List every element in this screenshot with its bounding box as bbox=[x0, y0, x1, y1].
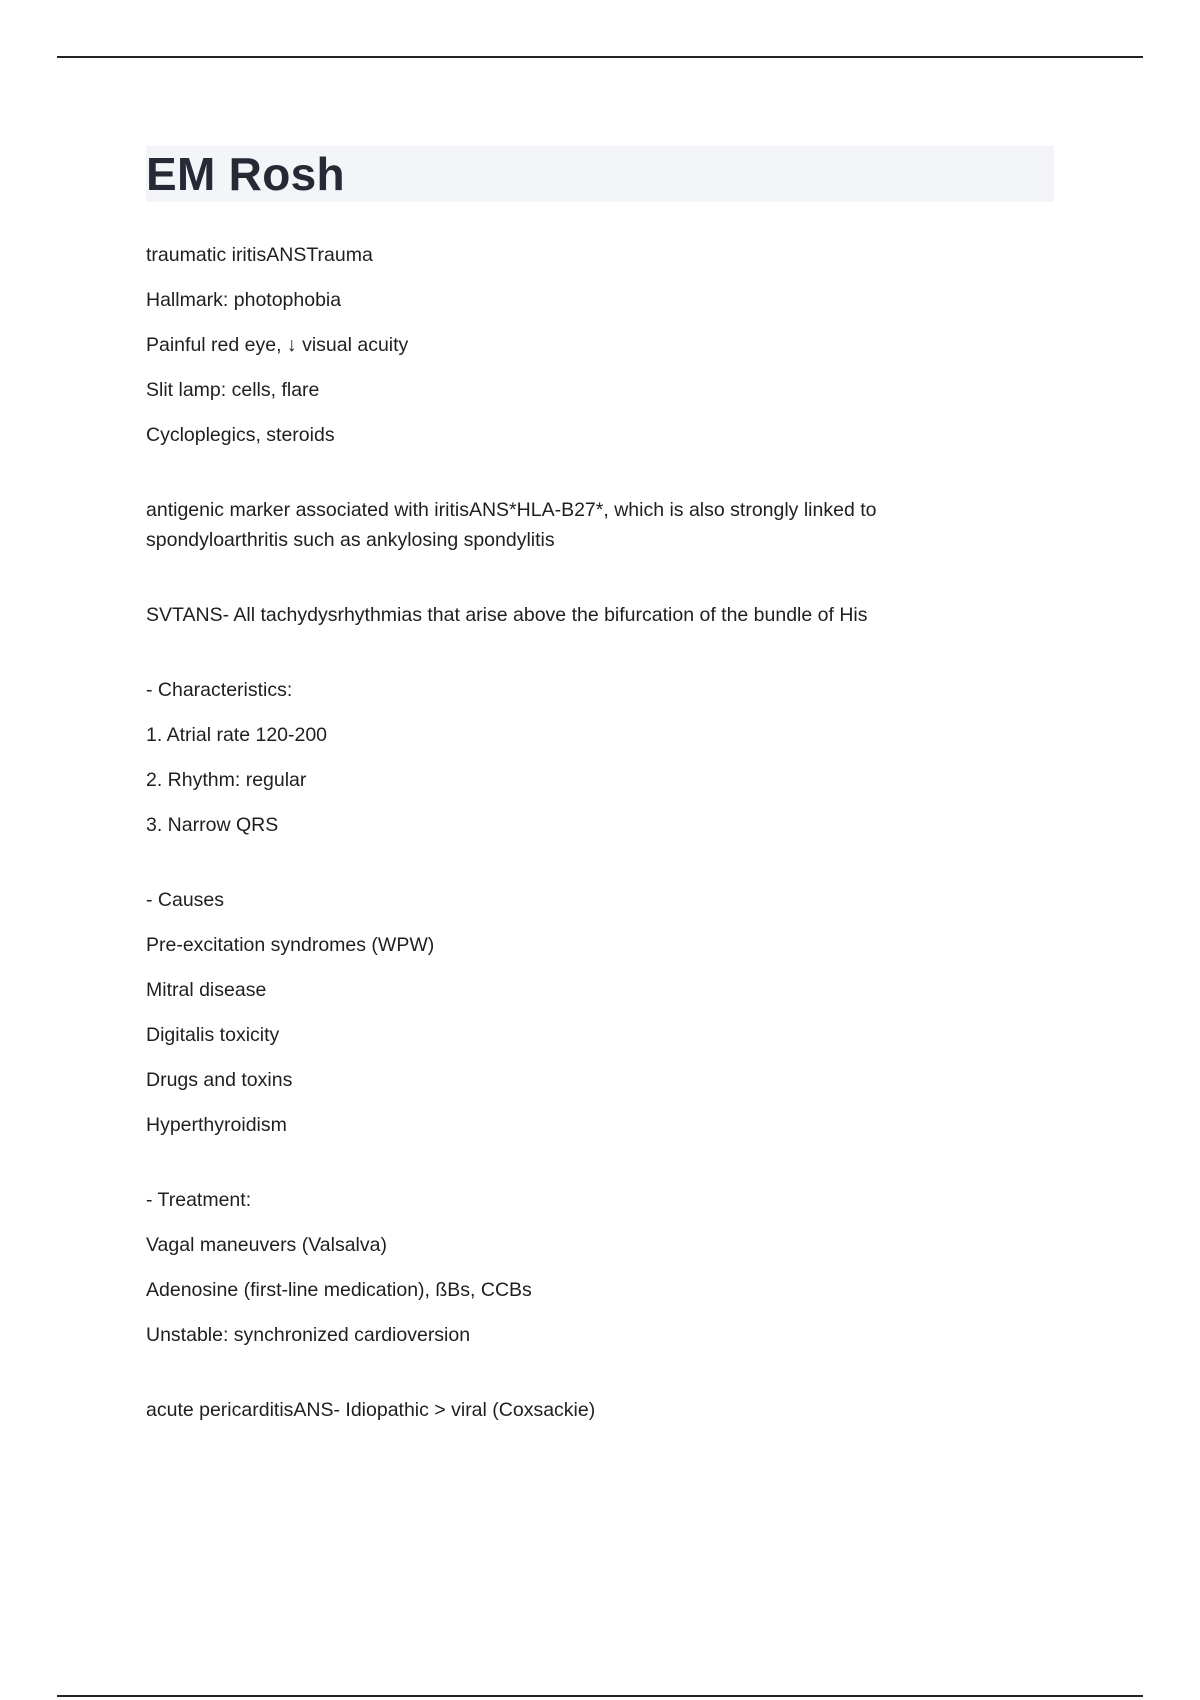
page-title: EM Rosh bbox=[146, 148, 345, 200]
section-heading: - Causes bbox=[146, 889, 225, 911]
text-line: traumatic iritisANSTrauma bbox=[146, 244, 373, 266]
text-line: Hallmark: photophobia bbox=[146, 289, 342, 311]
list-item: Unstable: synchronized cardioversion bbox=[146, 1324, 471, 1346]
svt-characteristics bbox=[146, 675, 1054, 840]
list-item: 1. Atrial rate 120-200 bbox=[146, 724, 328, 746]
list-item: Mitral disease bbox=[146, 979, 267, 1001]
card-antigenic-marker bbox=[146, 495, 1054, 555]
section-heading: - Characteristics: bbox=[146, 679, 293, 701]
list-item: 3. Narrow QRS bbox=[146, 814, 279, 836]
card-svt bbox=[146, 600, 1054, 630]
list-item: 2. Rhythm: regular bbox=[146, 769, 307, 791]
card-traumatic-iritis bbox=[146, 240, 1054, 450]
text-line: SVTANS- All tachydysrhythmias that arise above the bifurcation of the bundle of His bbox=[146, 604, 868, 626]
section-heading: - Treatment: bbox=[146, 1189, 252, 1211]
list-item: Adenosine (first-line medication), ßBs, CCBs bbox=[146, 1279, 532, 1301]
list-item: Hyperthyroidism bbox=[146, 1114, 287, 1136]
svt-treatment bbox=[146, 1185, 1054, 1350]
document-body bbox=[146, 146, 1054, 1470]
list-item: Vagal maneuvers (Valsalva) bbox=[146, 1234, 387, 1256]
text-line: Slit lamp: cells, flare bbox=[146, 379, 320, 401]
text-paragraph: antigenic marker associated with iritisANS*HLA-B27*, which is also strongly linked to spondyloarthritis such as ankylosing spondylitis bbox=[146, 499, 877, 551]
svt-causes bbox=[146, 885, 1054, 1140]
text-line: acute pericarditisANS- Idiopathic > viral (Coxsackie) bbox=[146, 1399, 596, 1421]
text-line: Cycloplegics, steroids bbox=[146, 424, 335, 446]
top-divider bbox=[57, 56, 1143, 58]
card-acute-pericarditis bbox=[146, 1395, 1054, 1425]
list-item: Drugs and toxins bbox=[146, 1069, 293, 1091]
bottom-divider bbox=[57, 1695, 1143, 1697]
title-banner bbox=[146, 146, 1054, 202]
text-line: Painful red eye, ↓ visual acuity bbox=[146, 334, 409, 356]
list-item: Digitalis toxicity bbox=[146, 1024, 280, 1046]
list-item: Pre-excitation syndromes (WPW) bbox=[146, 934, 435, 956]
